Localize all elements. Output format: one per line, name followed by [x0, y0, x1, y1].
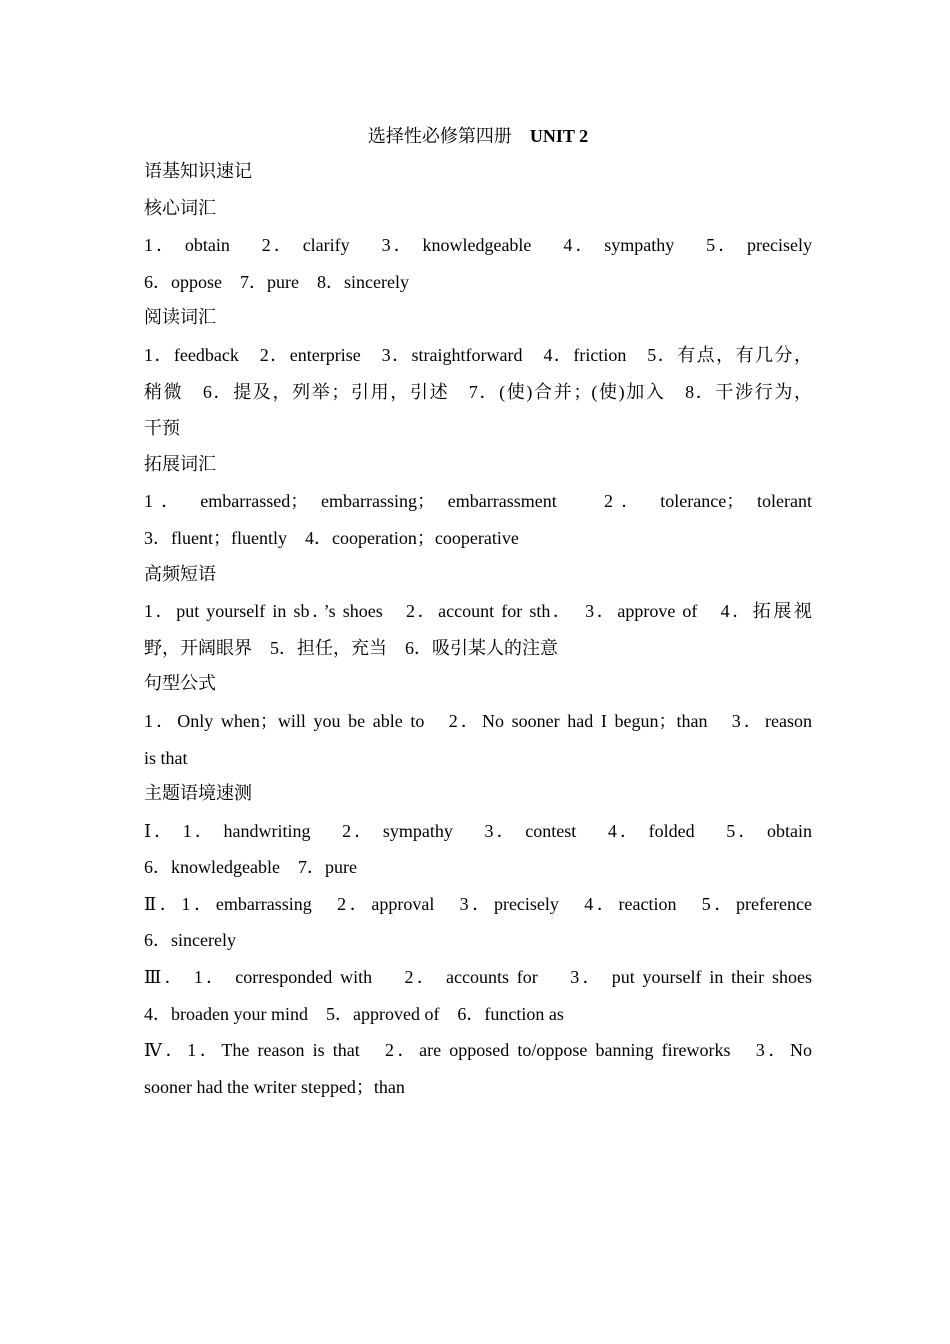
text-line: 干预: [144, 418, 180, 439]
heading-frequent-phrases: 高频短语: [144, 563, 216, 585]
heading-extended-vocabulary: 拓展词汇: [144, 453, 216, 475]
text-line: 1．put yourself in sb．’s shoes 2．account for sth． 3．approve of 4．拓展视: [144, 601, 812, 622]
text-line: is that: [144, 747, 188, 768]
text-line: Ⅳ．1．The reason is that 2．are opposed to/oppose banning fireworks 3．No: [144, 1040, 812, 1061]
text-line: Ⅲ． 1． corresponded with 2． accounts for 3． put yourself in their shoes: [144, 967, 812, 988]
section-main-heading: 语基知识速记: [144, 161, 252, 182]
paragraph-reading-vocabulary: [144, 337, 812, 447]
paragraph-theme-quiz: [144, 813, 812, 1106]
document-content: [144, 118, 812, 1105]
paragraph-core-vocabulary: [144, 227, 812, 300]
heading-sentence-patterns: 句型公式: [144, 673, 216, 695]
text-line: 1． embarrassed； embarrassing； embarrassment 2． tolerance； tolerant: [144, 491, 812, 512]
text-line: 6．sincerely: [144, 930, 236, 951]
text-line: 4．broaden your mind 5．approved of 6．function as: [144, 1003, 564, 1024]
text-line: 野，开阔眼界 5．担任，充当 6．吸引某人的注意: [144, 637, 558, 658]
text-line: sooner had the writer stepped；than: [144, 1076, 405, 1097]
text-line: Ⅰ． 1． handwriting 2． sympathy 3． contest 4． folded 5． obtain: [144, 820, 812, 841]
heading-reading-vocabulary: 阅读词汇: [144, 307, 216, 329]
text-line: Ⅱ．1．embarrassing 2．approval 3．precisely 4．reaction 5．preference: [144, 893, 812, 914]
paragraph-frequent-phrases: [144, 593, 812, 666]
paragraph-sentence-patterns: [144, 703, 812, 776]
text-line: 6．oppose 7．pure 8．sincerely: [144, 271, 409, 292]
title-en: UNIT 2: [529, 126, 589, 146]
heading-core-vocabulary: 核心词汇: [144, 197, 216, 219]
heading-theme-quiz: 主题语境速测: [144, 783, 252, 805]
text-line: 6．knowledgeable 7．pure: [144, 857, 357, 878]
text-line: 1． obtain 2． clarify 3． knowledgeable 4． sympathy 5． precisely: [144, 235, 812, 256]
text-line: 1．Only when；will you be able to 2．No sooner had I begun；than 3．reason: [144, 710, 812, 731]
page-title: [144, 118, 812, 154]
text-line: 3．fluent；fluently 4．cooperation；cooperative: [144, 527, 519, 548]
paragraph-extended-vocabulary: [144, 483, 812, 556]
text-line: 1．feedback 2．enterprise 3．straightforward 4．friction 5．有点，有几分，: [144, 344, 812, 365]
title-cn: 选择性必修第四册: [367, 126, 512, 147]
text-line: 稍微 6．提及，列举；引用，引述 7．(使)合并；(使)加入 8．干涉行为，: [144, 381, 812, 402]
